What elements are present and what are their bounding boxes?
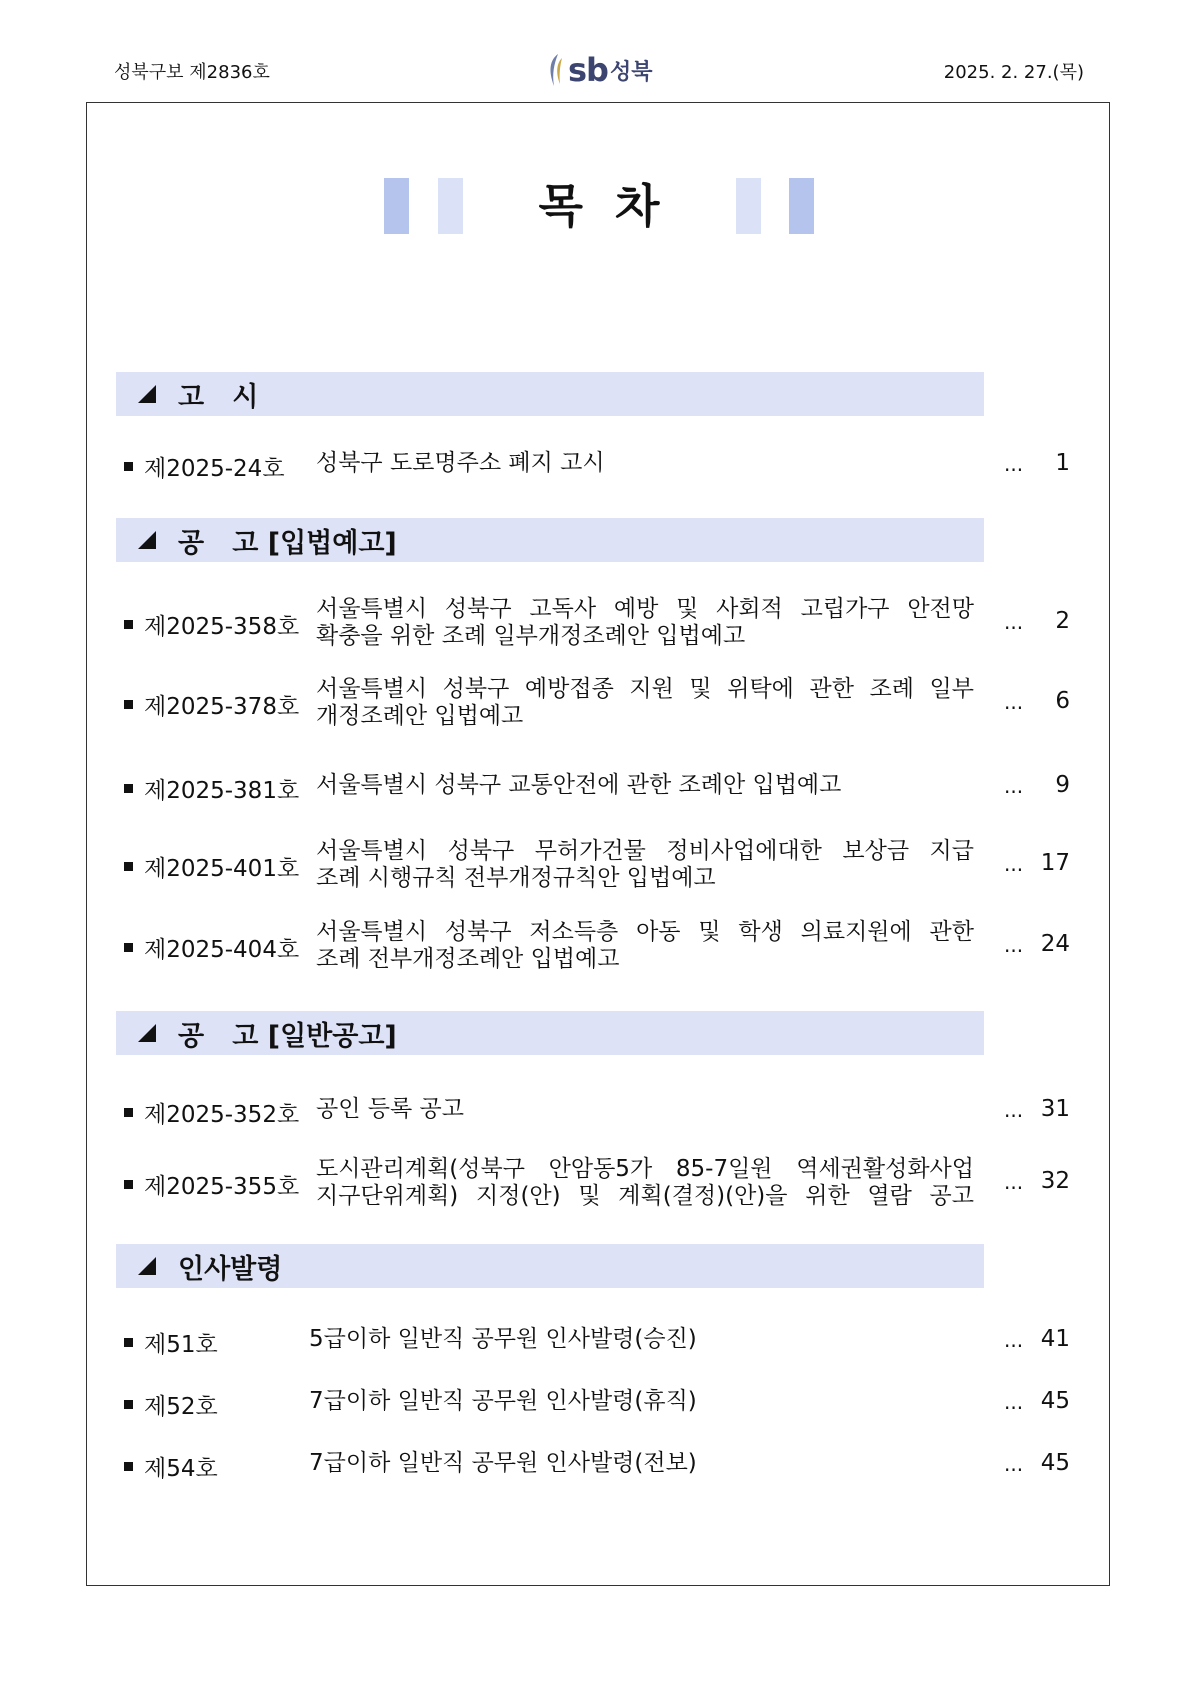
page-title: 목 차: [538, 179, 660, 233]
leader-dots: ...: [1004, 610, 1024, 634]
entry-title: 서울특별시 성북구 고독사 예방 및 사회적 고립가구 안전망: [316, 596, 974, 622]
section-header-general-notice: [116, 1011, 984, 1055]
triangle-icon: [138, 1257, 156, 1275]
bulletin-issue: 성북구보 제2836호: [114, 62, 270, 83]
entry-number: 제2025-401호: [144, 856, 300, 882]
leader-dots: ...: [1004, 1098, 1024, 1122]
page-header: [114, 50, 1084, 90]
entry-number: 제52호: [144, 1394, 218, 1420]
page-number: 17: [1040, 850, 1070, 876]
entry-title-line2: 개정조례안 입법예고: [316, 703, 524, 729]
section-label: 공 고 [일반공고]: [178, 1020, 397, 1052]
section-header-personnel: [116, 1244, 984, 1288]
entry-title: 서울특별시 성북구 예방접종 지원 및 위탁에 관한 조례 일부: [316, 676, 974, 702]
logo-city: 성북: [609, 59, 653, 85]
leader-dots: ...: [1004, 1170, 1024, 1194]
entry-title: 서울특별시 성북구 무허가건물 정비사업에대한 보상금 지급: [316, 838, 974, 864]
entry-title: 서울특별시 성북구 교통안전에 관한 조례안 입법예고: [316, 772, 842, 798]
page-number: 24: [1040, 931, 1070, 957]
leader-dots: ...: [1004, 933, 1024, 957]
square-bullet-icon: [124, 862, 133, 871]
entry-number: 제2025-24호: [144, 456, 285, 482]
bulletin-date: 2025. 2. 27.(목): [943, 62, 1084, 83]
square-bullet-icon: [124, 1400, 133, 1409]
triangle-icon: [138, 531, 156, 549]
square-bullet-icon: [124, 700, 133, 709]
section-label: 고 시: [178, 381, 259, 413]
entry-number: 제2025-355호: [144, 1174, 300, 1200]
seongbuk-logo: [544, 50, 652, 90]
leader-dots: ...: [1004, 1390, 1024, 1414]
square-bullet-icon: [124, 1180, 133, 1189]
page-number: 9: [1055, 772, 1070, 798]
entry-title: 도시관리계획(성북구 안암동5가 85-7일원 역세권활성화사업: [316, 1156, 974, 1182]
entry-number: 제2025-404호: [144, 937, 300, 963]
page-number: 45: [1040, 1450, 1070, 1476]
entry-number: 제51호: [144, 1332, 218, 1358]
page-number: 2: [1055, 608, 1070, 634]
logo-text: sb: [568, 51, 608, 89]
triangle-icon: [138, 1024, 156, 1042]
entry-number: 제2025-381호: [144, 778, 300, 804]
page-number: 32: [1040, 1168, 1070, 1194]
triangle-icon: [138, 385, 156, 403]
leader-dots: ...: [1004, 774, 1024, 798]
square-bullet-icon: [124, 620, 133, 629]
entry-title: 공인 등록 공고: [316, 1096, 464, 1122]
square-bullet-icon: [124, 1462, 133, 1471]
leader-dots: ...: [1004, 1452, 1024, 1476]
page-number: 45: [1040, 1388, 1070, 1414]
leader-dots: ...: [1004, 852, 1024, 876]
entry-number: 제2025-352호: [144, 1102, 300, 1128]
page-number: 1: [1055, 450, 1070, 476]
entry-title-line2: 확충을 위한 조례 일부개정조례안 입법예고: [316, 623, 746, 649]
entry-title-line2: 조례 시행규칙 전부개정규칙안 입법예고: [316, 865, 716, 891]
page-number: 6: [1055, 688, 1070, 714]
entry-title: 7급이하 일반직 공무원 인사발령(전보): [309, 1450, 697, 1476]
section-label: 공 고 [입법예고]: [178, 527, 397, 559]
logo-mark-icon: [544, 52, 566, 88]
square-bullet-icon: [124, 784, 133, 793]
entry-number: 제2025-378호: [144, 694, 300, 720]
entry-title: 5급이하 일반직 공무원 인사발령(승진): [309, 1326, 697, 1352]
square-bullet-icon: [124, 462, 133, 471]
leader-dots: ...: [1004, 452, 1024, 476]
square-bullet-icon: [124, 1108, 133, 1117]
entry-title: 성북구 도로명주소 폐지 고시: [316, 450, 605, 476]
square-bullet-icon: [124, 1338, 133, 1347]
leader-dots: ...: [1004, 690, 1024, 714]
leader-dots: ...: [1004, 1328, 1024, 1352]
toc-title-block: [384, 178, 814, 234]
square-bullet-icon: [124, 943, 133, 952]
entry-title-line2: 지구단위계획) 지정(안) 및 계획(결정)(안)을 위한 열람 공고: [316, 1183, 974, 1209]
page-number: 41: [1040, 1326, 1070, 1352]
entry-title-line2: 조례 전부개정조례안 입법예고: [316, 946, 620, 972]
page-number: 31: [1040, 1096, 1070, 1122]
entry-title: 7급이하 일반직 공무원 인사발령(휴직): [309, 1388, 697, 1414]
entry-number: 제2025-358호: [144, 614, 300, 640]
entry-number: 제54호: [144, 1456, 218, 1482]
section-header-notice: [116, 372, 984, 416]
entry-title: 서울특별시 성북구 저소득층 아동 및 학생 의료지원에 관한: [316, 919, 974, 945]
section-label: 인사발령: [178, 1253, 283, 1285]
section-header-legislative-notice: [116, 518, 984, 562]
